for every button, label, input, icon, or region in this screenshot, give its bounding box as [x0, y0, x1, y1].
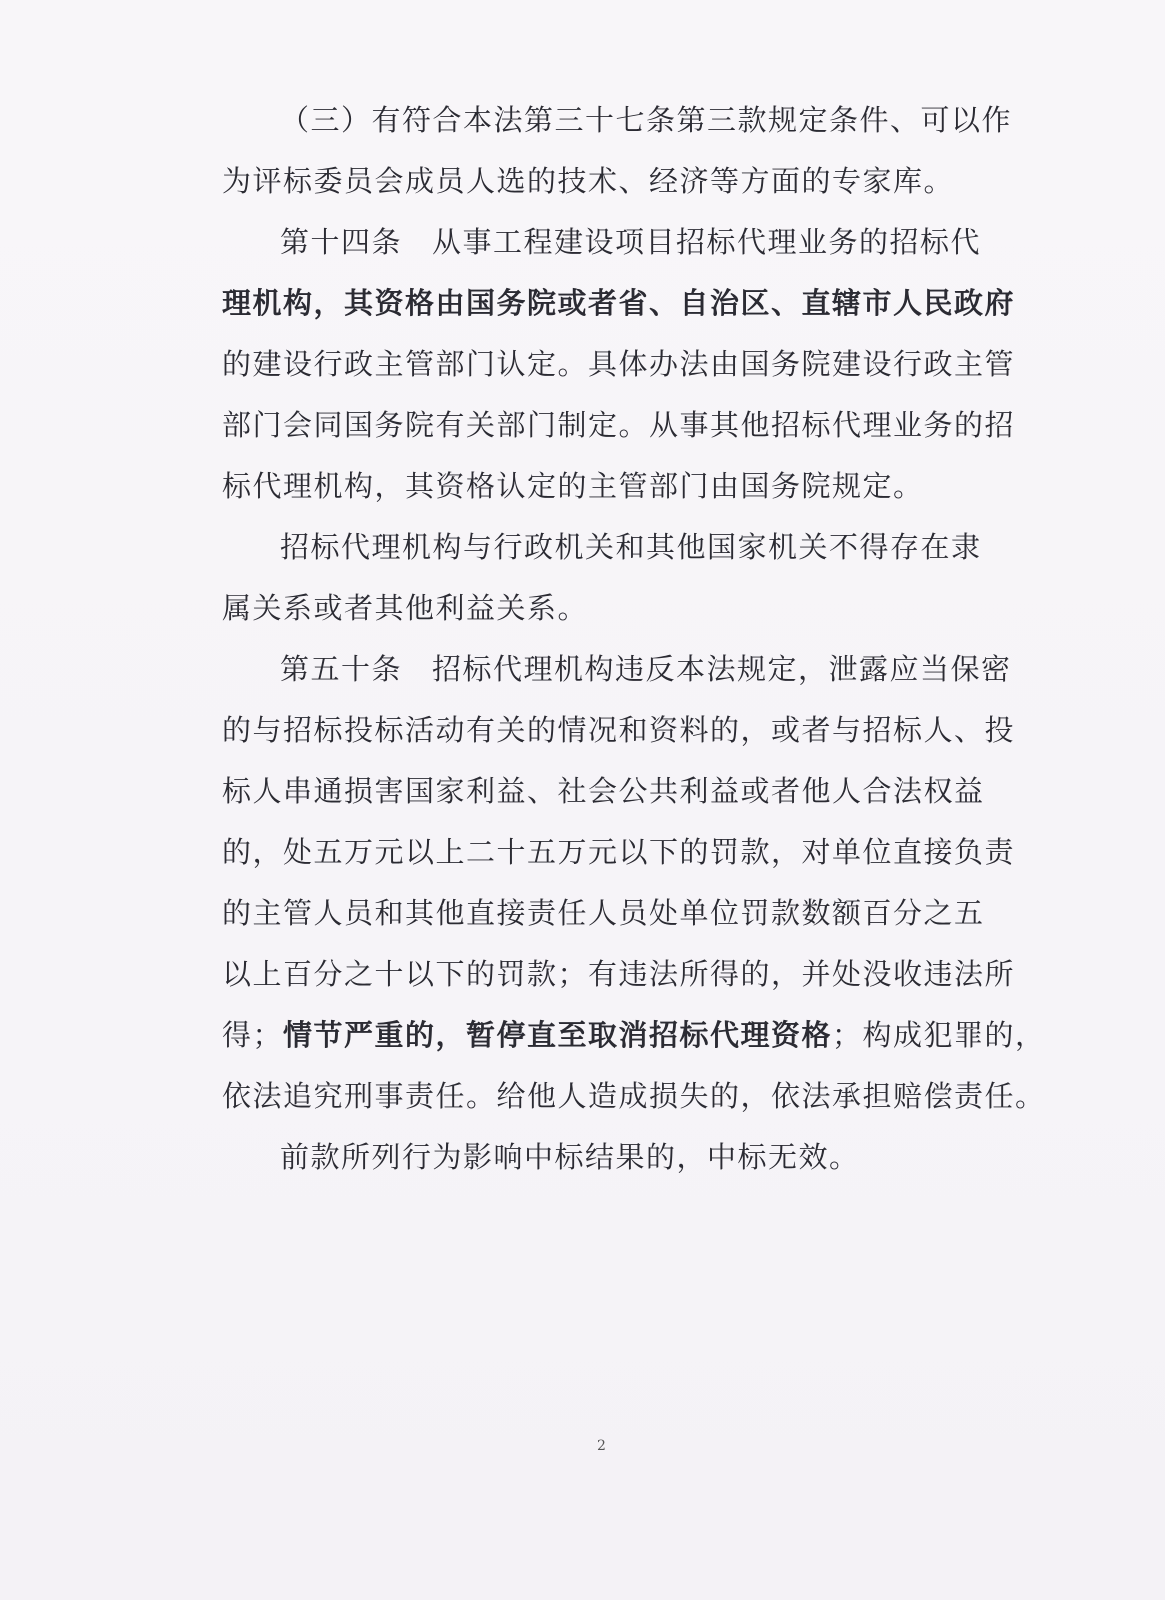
- text-line: [222, 1066, 1046, 1127]
- text-segment: 第十四条: [280, 225, 403, 259]
- text-line: [222, 517, 982, 578]
- paragraph: [222, 212, 1016, 517]
- page-number: 2: [597, 1438, 606, 1454]
- text-segment: （三）有符合本法第三十七条第三款规定条件、可以作: [280, 103, 1013, 137]
- text-segment: 的与招标投标活动有关的情况和资料的，或者与招标人、投: [222, 713, 1016, 747]
- text-segment: 标代理机构，其资格认定的主管部门由国务院规定。: [222, 469, 924, 503]
- text-segment: ；构成犯罪的，: [832, 1018, 1046, 1052]
- paragraph: [222, 1127, 982, 1188]
- text-segment: 部门会同国务院有关部门制定。从事其他招标代理业务的招: [222, 408, 1016, 442]
- text-segment: 招标代理机构与行政机关和其他国家机关不得存在隶: [280, 530, 982, 564]
- text-segment: 为评标委员会成员人选的技术、经济等方面的专家库。: [222, 164, 955, 198]
- text-segment: 得；: [222, 1018, 284, 1052]
- text-line: [222, 883, 985, 944]
- text-line: [222, 1005, 1046, 1066]
- text-segment: 以上百分之十以下的罚款；有违法所得的，并处没收违法所: [222, 957, 1016, 991]
- text-line: [222, 700, 1016, 761]
- text-line: [222, 273, 1016, 334]
- text-line: [222, 334, 1016, 395]
- text-segment: 情节严重的，暂停直至取消招标代理资格: [283, 1018, 833, 1052]
- text-line: [222, 395, 1016, 456]
- paragraph: [222, 639, 1046, 1127]
- text-line: [222, 578, 982, 639]
- text-line: [222, 212, 982, 273]
- text-segment: 前款所列行为影响中标结果的，中标无效。: [280, 1140, 860, 1174]
- text-segment: 依法追究刑事责任。给他人造成损失的，依法承担赔偿责任。: [222, 1079, 1046, 1113]
- text-segment: 的主管人员和其他直接责任人员处单位罚款数额百分之五: [222, 896, 985, 930]
- text-line: [222, 822, 1016, 883]
- text-line: [222, 151, 982, 212]
- text-segment: 的，处五万元以上二十五万元以下的罚款，对单位直接负责: [222, 835, 1016, 869]
- text-line: [222, 944, 1016, 1005]
- text-segment: 理机构，其资格由国务院或者省、自治区、直辖市人民政府: [222, 286, 1016, 320]
- paragraph: [222, 90, 1013, 212]
- text-segment: 招标代理机构违反本法规定，泄露应当保密: [432, 652, 1012, 686]
- text-segment: 第五十条: [280, 652, 403, 686]
- text-line: [222, 456, 982, 517]
- text-line: [222, 90, 1013, 151]
- text-segment: 标人串通损害国家利益、社会公共利益或者他人合法权益: [222, 774, 985, 808]
- document-body: [222, 90, 1046, 1188]
- text-segment: 的建设行政主管部门认定。具体办法由国务院建设行政主管: [222, 347, 1016, 381]
- text-line: [222, 639, 1012, 700]
- paragraph: [222, 517, 982, 639]
- text-line: [222, 761, 985, 822]
- text-segment: 从事工程建设项目招标代理业务的招标代: [432, 225, 982, 259]
- text-segment: 属关系或者其他利益关系。: [222, 591, 589, 625]
- text-line: [222, 1127, 982, 1188]
